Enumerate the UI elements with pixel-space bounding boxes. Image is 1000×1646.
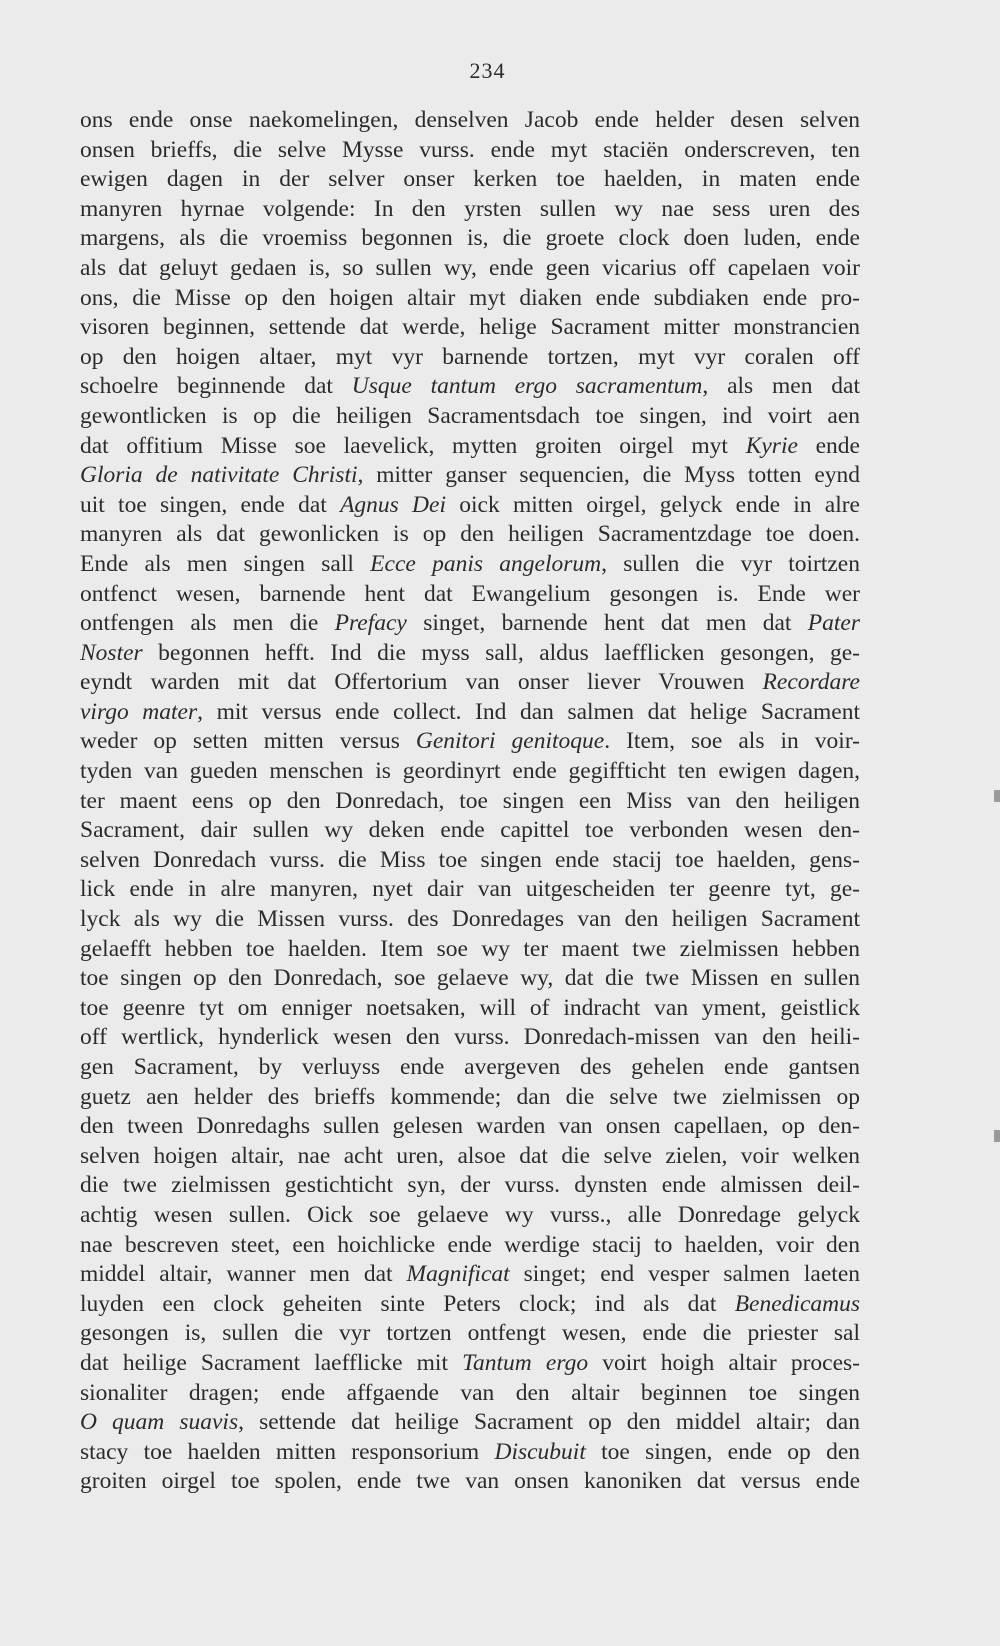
text-segment: gen Sacrament, by verluyss ende avergeven des gehelen ende gantsen — [80, 1054, 860, 1080]
text-segment: middel altair, wanner men dat — [80, 1261, 407, 1288]
italic-text: Gloria de nativitate Christi — [80, 462, 358, 489]
text-segment: op den hoigen altaer, myt vyr barnende tortzen, myt vyr coralen off — [80, 343, 860, 370]
text-line — [80, 1467, 860, 1497]
text-segment: uit toe singen, ende dat — [80, 491, 341, 518]
text-line — [80, 343, 860, 373]
italic-text: Discubuit — [494, 1438, 586, 1465]
text-line — [80, 1023, 860, 1053]
text-segment: toe singen, ende op den — [585, 1438, 861, 1465]
text-line — [80, 1408, 860, 1438]
text-segment: , als men dat — [702, 373, 860, 400]
text-segment: voirt hoigh altair proces- — [588, 1349, 860, 1376]
text-line — [80, 846, 860, 876]
text-segment: groiten oirgel toe spolen, ende twe van onsen kanoniken dat versus ende — [80, 1468, 860, 1495]
text-segment: , mit versus ende collect. Ind dan salmen dat helige Sacrament — [197, 698, 860, 725]
text-line — [80, 1438, 860, 1468]
italic-text: Usque tantum ergo sacramentum — [351, 373, 703, 400]
text-segment: toe singen op den Donredach, soe gelaeve wy, dat die twe Missen en sullen — [80, 965, 860, 992]
text-segment: Sacrament, dair sullen wy deken ende capittel toe verbonden wesen den- — [80, 817, 860, 844]
text-segment: , settende dat heilige Sacrament op den middel altair; dan — [238, 1409, 860, 1436]
italic-text: Pater — [807, 610, 860, 637]
text-segment: ontfengen als men die — [80, 610, 335, 637]
page-edge-mark — [994, 790, 1000, 802]
text-line — [80, 224, 860, 254]
text-segment: sionaliter dragen; ende affgaende van den altair beginnen toe singen — [80, 1379, 860, 1406]
text-line — [80, 136, 860, 166]
text-line — [80, 1142, 860, 1172]
text-segment: manyren als dat gewonlicken is op den heiligen Sacramentzdage toe doen. — [80, 521, 860, 548]
text-line — [80, 698, 860, 728]
italic-text: Kyrie — [745, 432, 798, 459]
text-line — [80, 550, 860, 580]
text-line — [80, 491, 860, 521]
text-segment: toe geenre tyt om enniger noetsaken, will of indracht van yment, geistlick — [80, 994, 860, 1021]
text-segment: stacy toe haelden mitten responsorium — [80, 1438, 495, 1465]
text-line — [80, 1083, 860, 1113]
text-line — [80, 1349, 860, 1379]
text-line — [80, 668, 860, 698]
text-line — [80, 1053, 860, 1083]
text-segment: nae bescreven steet, een hoichlicke ende werdige stacij to haelden, voir den — [80, 1231, 860, 1258]
italic-text: virgo mater — [80, 698, 198, 725]
text-segment: luyden een clock geheiten sinte Peters clock; ind als dat — [80, 1290, 735, 1317]
text-line — [80, 372, 860, 402]
text-line — [80, 816, 860, 846]
italic-text: Benedicamus — [734, 1290, 860, 1317]
page-number: 234 — [469, 58, 506, 83]
text-segment: , sullen die vyr toirtzen — [601, 550, 860, 577]
text-segment: selven Donredach vurss. die Miss toe singen ende stacij toe haelden, gens- — [80, 846, 860, 873]
text-segment: ons, die Misse op den hoigen altair myt diaken ende subdiaken ende pro- — [80, 284, 860, 311]
italic-text: Genitori genitoque — [415, 728, 605, 755]
text-line — [80, 284, 860, 314]
text-segment: Ende als men singen sall — [80, 550, 371, 577]
text-line — [80, 106, 860, 136]
text-line — [80, 964, 860, 994]
text-segment: . Item, soe als in voir- — [604, 728, 860, 755]
text-segment: achtig wesen sullen. Oick soe gelaeve wy vurss., alle Donredage gelyck — [80, 1201, 860, 1228]
italic-text: O quam suavis — [80, 1409, 239, 1436]
text-line — [80, 1231, 860, 1261]
text-line — [80, 1290, 860, 1320]
text-segment: als dat geluyt gedaen is, so sullen wy, ende geen vicarius off capelaen voir — [80, 254, 860, 281]
italic-text: Tantum ergo — [462, 1349, 589, 1376]
text-line — [80, 313, 860, 343]
text-segment: oick mitten oirgel, gelyck ende in alre — [446, 491, 860, 518]
text-segment: gesongen is, sullen die vyr tortzen ontfengt wesen, ende die priester sal — [80, 1320, 860, 1347]
text-segment: ewigen dagen in der selver onser kerken toe haelden, in maten ende — [80, 166, 860, 193]
text-segment: margens, als die vroemiss begonnen is, die groete clock doen luden, ende — [80, 225, 860, 252]
text-segment: ter maent eens op den Donredach, toe singen een Miss van den heiligen — [80, 787, 860, 814]
text-line — [80, 639, 860, 669]
text-segment: singet, barnende hent dat men dat — [406, 610, 808, 637]
text-segment: onsen brieffs, die selve Mysse vurss. ende myt staciën onderscreven, ten — [80, 136, 860, 163]
text-segment: ontfenct wesen, barnende hent dat Ewangelium gesongen is. Ende wer — [80, 580, 860, 607]
text-segment: lyck als wy die Missen vurss. des Donredages van den heiligen Sacrament — [80, 906, 860, 933]
italic-text: Magnificat — [406, 1261, 510, 1288]
text-segment: die twe zielmissen gestichticht syn, der vurss. dynsten ende almissen deil- — [80, 1172, 860, 1199]
text-line — [80, 402, 860, 432]
text-line — [80, 609, 860, 639]
text-line — [80, 432, 860, 462]
text-segment: den tween Donredaghs sullen gelesen warden van onsen capellaen, op den- — [80, 1113, 860, 1140]
text-segment: visoren beginnen, settende dat werde, helige Sacrament mitter monstrancien — [80, 314, 860, 341]
text-line — [80, 727, 860, 757]
text-segment: gewontlicken is op die heiligen Sacramentsdach toe singen, ind voirt aen — [80, 402, 860, 429]
text-segment: guetz aen helder des brieffs kommende; dan die selve twe zielmissen op — [80, 1083, 860, 1110]
text-segment: dat heilige Sacrament laefflicke mit — [80, 1349, 463, 1376]
body-text — [80, 106, 860, 1497]
text-segment: eyndt warden mit dat Offertorium van onser liever Vrouwen — [80, 669, 763, 696]
text-segment: , mitter ganser sequencien, die Myss totten eynd — [357, 462, 860, 489]
text-line — [80, 935, 860, 965]
text-line — [80, 787, 860, 817]
text-line — [80, 757, 860, 787]
text-segment: gelaefft hebben toe haelden. Item soe wy ter maent twe zielmissen hebben — [80, 935, 860, 962]
italic-text: Prefacy — [334, 610, 407, 637]
text-segment: begonnen hefft. Ind die myss sall, aldus laefflicken gesongen, ge- — [142, 639, 860, 666]
page-edge-mark — [994, 1130, 1000, 1142]
text-segment: dat offitium Misse soe laevelick, mytten groiten oirgel myt — [80, 432, 746, 459]
italic-text: Noster — [80, 639, 143, 666]
italic-text: Agnus Dei — [340, 491, 446, 518]
text-line — [80, 461, 860, 491]
text-line — [80, 1260, 860, 1290]
italic-text: Recordare — [762, 669, 860, 696]
text-line — [80, 165, 860, 195]
italic-text: Ecce panis angelorum — [370, 550, 602, 577]
text-segment: ons ende onse naekomelingen, denselven Jacob ende helder desen selven — [80, 107, 860, 133]
text-segment: lick ende in alre manyren, nyet dair van uitgescheiden ter geenre tyt, ge- — [80, 876, 860, 903]
text-line — [80, 875, 860, 905]
text-line — [80, 905, 860, 935]
text-segment: selven hoigen altair, nae acht uren, alsoe dat die selve zielen, voir welken — [80, 1142, 860, 1169]
text-line — [80, 195, 860, 225]
text-segment: off wertlick, hynderlick wesen den vurss. Donredach-missen van den heili- — [80, 1024, 860, 1051]
text-line — [80, 254, 860, 284]
text-line — [80, 1379, 860, 1409]
text-line — [80, 994, 860, 1024]
text-line — [80, 1201, 860, 1231]
text-segment: schoelre beginnende dat — [80, 373, 352, 400]
text-segment: tyden van gueden menschen is geordinyrt ende gegiffticht ten ewigen dagen, — [80, 758, 860, 785]
text-segment: weder op setten mitten versus — [80, 728, 416, 755]
text-line — [80, 580, 860, 610]
text-segment: ende — [797, 432, 860, 459]
text-line — [80, 1319, 860, 1349]
text-line — [80, 520, 860, 550]
text-line — [80, 1112, 860, 1142]
text-segment: manyren hyrnae volgende: In den yrsten sullen wy nae sess uren des — [80, 195, 860, 222]
text-line — [80, 1171, 860, 1201]
text-segment: singet; end vesper salmen laeten — [509, 1261, 860, 1288]
